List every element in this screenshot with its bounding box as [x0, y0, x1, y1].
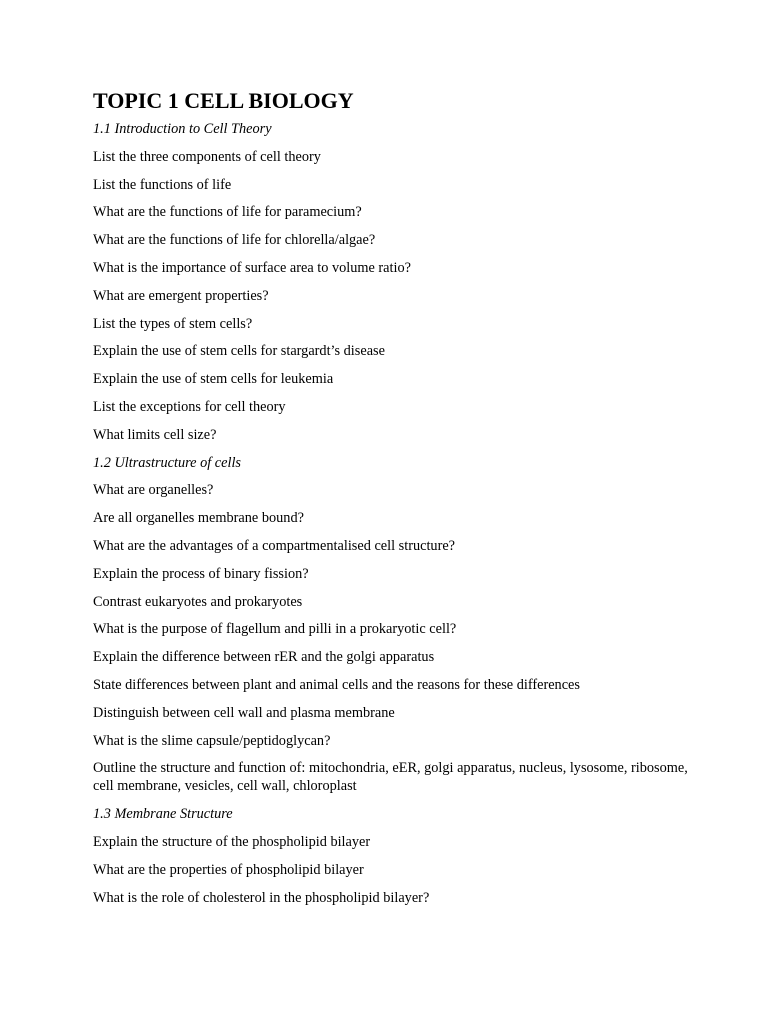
question-item: Explain the process of binary fission? — [93, 565, 309, 582]
question-item: What is the purpose of flagellum and pilli in a prokaryotic cell? — [93, 621, 457, 638]
section-heading: 1.2 Ultrastructure of cells — [93, 454, 241, 471]
question-item: Explain the difference between rER and the golgi apparatus — [93, 649, 435, 666]
question-item: What are the advantages of a compartmentalised cell structure? — [93, 537, 456, 554]
question-item: List the three components of cell theory — [93, 148, 321, 165]
question-item: What are the properties of phospholipid bilayer — [93, 861, 364, 878]
question-item: Are all organelles membrane bound? — [93, 510, 304, 527]
question-item: What are organelles? — [93, 482, 214, 499]
question-item: Explain the use of stem cells for leukemia — [93, 371, 334, 388]
question-item: Explain the structure of the phospholipid bilayer — [93, 833, 371, 850]
document-page — [93, 88, 693, 916]
question-item: Explain the use of stem cells for stargardt’s disease — [93, 343, 385, 360]
question-item: What is the role of cholesterol in the phospholipid bilayer? — [93, 889, 430, 906]
question-item: What limits cell size? — [93, 426, 217, 443]
document-title: TOPIC 1 CELL BIOLOGY — [93, 88, 354, 113]
question-item: List the types of stem cells? — [93, 315, 253, 332]
question-item: State differences between plant and animal cells and the reasons for these differences — [93, 676, 580, 693]
question-item: Outline the structure and function of: mitochondria, eER, golgi apparatus, nucleus, lysosome, ribosome, cell membrane, vesicles, cell wall, chloroplast — [93, 760, 688, 795]
section-heading: 1.3 Membrane Structure — [93, 806, 233, 823]
question-item: List the functions of life — [93, 176, 232, 193]
question-item: What is the slime capsule/peptidoglycan? — [93, 732, 331, 749]
question-item: What is the importance of surface area to volume ratio? — [93, 259, 411, 276]
question-item: Distinguish between cell wall and plasma membrane — [93, 704, 395, 721]
question-item: What are emergent properties? — [93, 287, 269, 304]
question-item: Contrast eukaryotes and prokaryotes — [93, 593, 303, 610]
question-list — [93, 120, 693, 907]
section-heading: 1.1 Introduction to Cell Theory — [93, 121, 272, 137]
question-item: What are the functions of life for paramecium? — [93, 204, 362, 221]
question-item: List the exceptions for cell theory — [93, 398, 286, 415]
question-item: What are the functions of life for chlorella/algae? — [93, 232, 376, 249]
